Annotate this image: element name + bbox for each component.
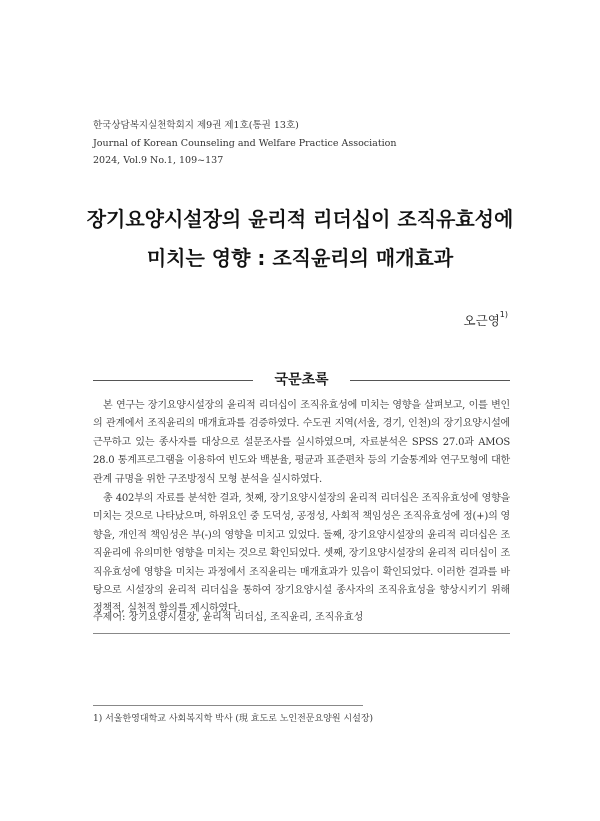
abstract-heading xyxy=(93,369,510,389)
author xyxy=(464,311,508,329)
abstract-body xyxy=(93,397,510,619)
journal-header xyxy=(93,117,397,170)
abstract-paragraph-1: 본 연구는 장기요양시설장의 윤리적 리더십이 조직유효성에 미치는 영향을 살펴보고, 이를 변인의 관계에서 조직윤리의 매개효과를 검증하였다. 수도권 지역(서울, 경기, 인천)의 장기요양시설에 근무하고 있는 종사자를 대상으로 설문조사를 실시하였으며, 자료분석은 SPSS 27.0과 AMOS 28.0 통계프로그램을 이용하여 빈도와 백분율, 평균과 표준편차 등의 기술통계와 연구모형에 대한 관계 규명을 위한 구조방정식 모형 분석을 실시하였다. xyxy=(93,400,510,485)
paper-title xyxy=(0,200,600,278)
author-name: 오근영 xyxy=(463,313,500,328)
keywords-items: 장기요양시설장, 윤리적 리더십, 조직윤리, 조직유효성 xyxy=(128,612,364,623)
footnote: 1) 서울한영대학교 사회복지학 박사 (現 효도로 노인전문요양원 시설장) xyxy=(93,714,374,724)
footnote-divider xyxy=(93,705,363,706)
keywords-label: 주제어: xyxy=(93,612,126,623)
journal-english-name: Journal of Korean Counseling and Welfare Practice Association xyxy=(93,137,397,149)
title-line-1: 장기요양시설장의 윤리적 리더십이 조직유효성에 xyxy=(86,207,514,231)
journal-issue: 2024, Vol.9 No.1, 109~137 xyxy=(93,155,224,166)
keywords-divider xyxy=(93,633,510,634)
journal-korean-citation: 한국상담복지실천학회지 제9권 제1호(통권 13호) xyxy=(93,120,299,131)
title-line-2: 미치는 영향 : 조직윤리의 매개효과 xyxy=(146,246,454,270)
abstract-paragraph-2: 총 402부의 자료를 분석한 결과, 첫째, 장기요양시설장의 윤리적 리더십은 조직유효성에 영향을 미치는 것으로 나타났으며, 하위요인 중 도덕성, 공정성, 사회적 책임성은 조직유효성에 정(+)의 영향을, 개인적 책임성은 부(-)의 영향을 미치고 있었다. 둘째, 장기요양시설장의 윤리적 리더십은 조직윤리에 유의미한 영향을 미치는 것으로 확인되었다. 셋째, 장기요양시설장의 윤리적 리더십이 조직유효성에 영향을 미치는 과정에서 조직윤리는 매개효과가 있음이 확인되었다. 이러한 결과를 바탕으로 시설장의 윤리적 리더십을 통하여 장기요양시설 종사자의 조직유효성을 향상시키기 위해 정책적, 실천적 함의를 제시하였다. xyxy=(93,493,510,615)
keywords xyxy=(93,608,363,623)
heading-rule-right xyxy=(350,380,510,381)
abstract-heading-label: 국문초록 xyxy=(274,372,329,388)
author-footnote-mark: 1) xyxy=(499,310,508,319)
